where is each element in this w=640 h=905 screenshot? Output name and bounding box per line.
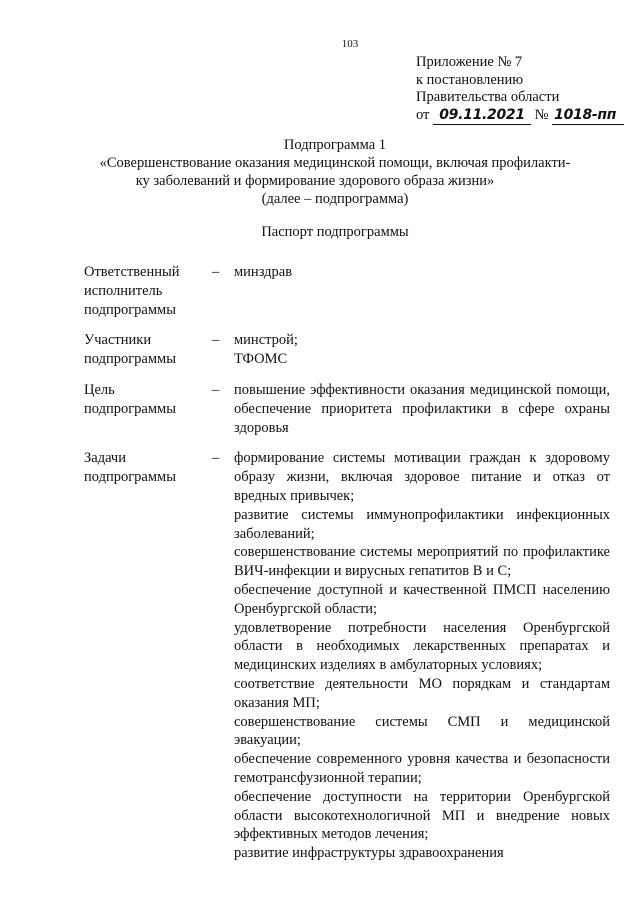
task-item: формирование системы мотивации граждан к здоровому образу жизни, включая здоровое питание и отказ от вредных привычек; [234,450,610,504]
task-item: совершенствование системы СМП и медицинской эвакуации; [234,713,610,749]
appendix-line-1: Приложение № 7 [416,54,523,70]
label-line: Задачи [84,450,126,467]
passport-row-goal [84,381,610,437]
title-line-4: (далее – подпрограмма) [261,191,409,207]
title-line-2: «Совершенствование оказания медицинской помощи, включая профилакти- [99,155,571,171]
handwritten-number: 1018-пп [552,107,624,126]
appendix-line-3: Правительства области [416,89,560,105]
task-item: развитие инфраструктуры здравоохранения [234,845,504,862]
label-line: подпрограммы [84,469,176,486]
row-value [234,449,610,863]
value-item: ТФОМС [234,351,288,368]
task-item: обеспечение доступности на территории Оренбургской области высокотехнологичной МП и внедрение новых эффективных методов лечения; [234,788,610,843]
value-item: минздрав [234,264,293,280]
passport-row-executor [84,263,610,319]
task-item: удовлетворение потребности населения Оренбургской области в необходимых лекарственных препаратах и медицинских изделиях в амбулаторных условиях; [234,619,610,674]
row-value [234,263,610,282]
label-line: подпрограммы [84,351,176,368]
task-item: обеспечение современного уровня качества и безопасности гемотрансфузионной терапии; [234,751,610,786]
row-value [234,381,610,437]
row-label [84,381,212,419]
label-line: подпрограммы [84,301,176,318]
label-line: исполнитель [84,282,163,299]
title-line-3: ку заболеваний и формирование здорового образа жизни» [135,173,495,189]
row-label [84,263,212,319]
passport-row-participants [84,331,610,369]
appendix-date-line [416,107,624,126]
row-dash: – [212,332,220,349]
appendix-block [416,54,624,125]
value-item: минстрой; [234,332,298,349]
row-label [84,331,212,369]
title-line-1: Подпрограмма 1 [283,137,387,153]
appendix-line-2: к постановлению [416,71,524,88]
date-prefix: от [416,106,430,123]
row-value [234,331,610,369]
number-prefix: № [534,106,549,123]
row-dash: – [212,450,220,467]
passport-table [84,263,610,875]
row-dash: – [212,381,220,398]
task-item: совершенствование системы мероприятий по профилактике ВИЧ-инфекции и вирусных гепатитов В и С; [234,544,610,580]
value-item: повышение эффективности оказания медицинской помощи, обеспечение приоритета профилактики в сфере охраны здоровья [234,381,610,436]
task-item: развитие системы иммунопрофилактики инфекционных заболеваний; [234,506,610,542]
page-number: 103 [341,38,359,50]
row-dash: – [212,264,220,280]
task-item: соответствие деятельности МО порядкам и стандартам оказания МП; [234,675,610,711]
passport-row-tasks [84,449,610,863]
row-label [84,449,212,487]
handwritten-date: 09.11.2021 [433,107,531,126]
label-line: Ответственный [84,264,180,280]
label-line: Цель [84,381,115,398]
passport-title: Паспорт подпрограммы [261,224,409,240]
task-item: обеспечение доступной и качественной ПМСП населению Оренбургской области; [234,581,610,617]
label-line: подпрограммы [84,400,176,417]
subprogram-title [70,136,600,208]
label-line: Участники [84,332,152,349]
